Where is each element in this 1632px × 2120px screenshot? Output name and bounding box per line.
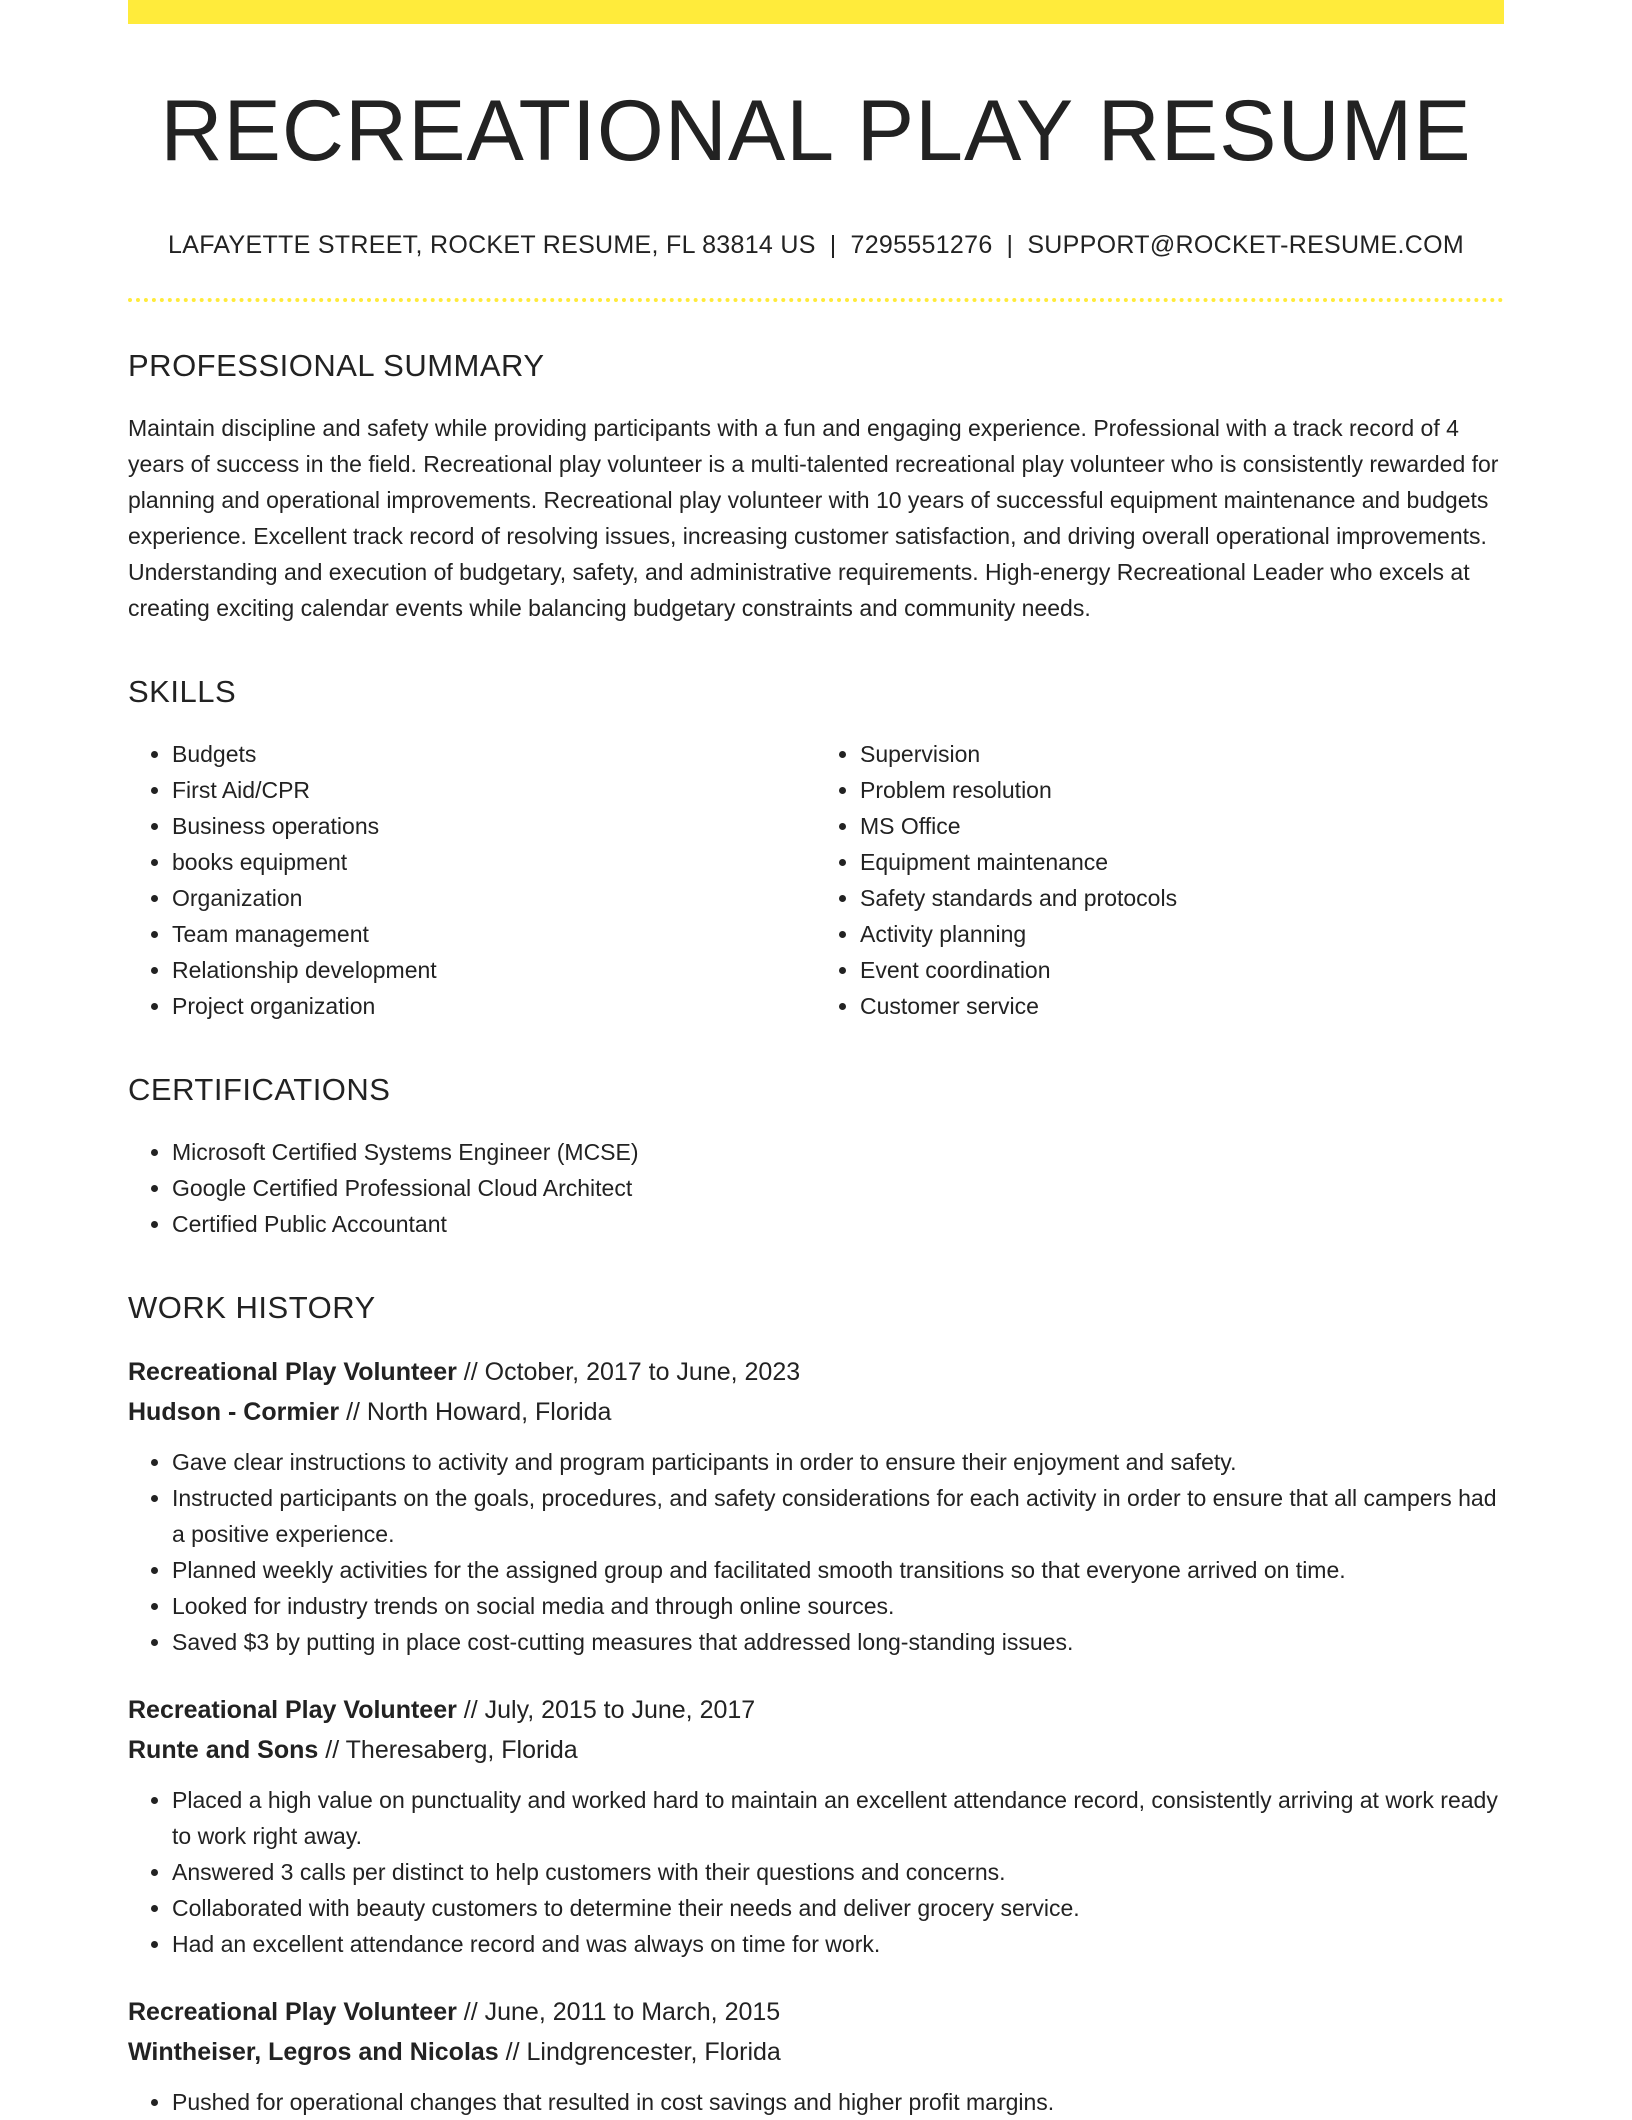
job-location: Theresaberg, Florida	[345, 1736, 578, 1765]
skill-item: • Customer service	[860, 988, 1504, 1024]
date-separator: //	[339, 1398, 367, 1427]
skill-item: • Organization	[172, 880, 816, 916]
job-company-line	[128, 1730, 1504, 1770]
job-bullet: • Instructed participants on the goals, procedures, and safety considerations for each activity in order to ensure that all campers had a positive experience.	[172, 1480, 1504, 1552]
skill-item: • Project organization	[172, 988, 816, 1024]
contact-separator: |	[1006, 231, 1014, 260]
skills-left-list	[128, 736, 816, 1024]
skill-item: • Relationship development	[172, 952, 816, 988]
date-separator: //	[456, 1696, 485, 1725]
job-entry	[128, 1352, 1504, 1660]
resume-page	[128, 0, 1504, 2120]
date-separator: //	[318, 1736, 346, 1765]
job-company: Runte and Sons	[128, 1736, 319, 1765]
skills-section	[128, 674, 1504, 1024]
job-location: North Howard, Florida	[366, 1398, 612, 1427]
job-bullet: • Planned weekly activities for the assigned group and facilitated smooth transitions so that everyone arrived on time.	[172, 1552, 1504, 1588]
job-bullets	[128, 1444, 1504, 1660]
skill-item: • First Aid/CPR	[172, 772, 816, 808]
certifications-section	[128, 1072, 1504, 1242]
job-location: Lindgrencester, Florida	[526, 2038, 781, 2067]
resume-title: RECREATIONAL PLAY RESUME	[160, 83, 1472, 179]
summary-section	[128, 348, 1504, 626]
job-bullets	[128, 1782, 1504, 1962]
job-dates: October, 2017 to June, 2023	[484, 1358, 801, 1387]
job-bullet: • Collaborated with beauty customers to determine their needs and deliver grocery service.	[172, 1890, 1504, 1926]
skill-item: • Problem resolution	[860, 772, 1504, 808]
job-dates: June, 2011 to March, 2015	[484, 1998, 781, 2027]
summary-text: Maintain discipline and safety while providing participants with a fun and engaging experience. Professional with a track record of 4 years of success in the field. Recreational play volunteer is a multi-talented recreational play volunteer who is consistently rewarded for planning and operational improvements. Recreational play volunteer with 10 years of successful equipment maintenance and budgets experience. Excellent track record of resolving issues, increasing customer satisfaction, and driving overall operational improvements. Understanding and execution of budgetary, safety, and administrative requirements. High-energy Recreational Leader who excels at creating exciting calendar events while balancing budgetary constraints and community needs.	[128, 415, 1499, 622]
address: LAFAYETTE STREET, ROCKET RESUME, FL 83814 US	[168, 231, 816, 260]
certification-item: • Certified Public Accountant	[172, 1206, 1504, 1242]
date-separator: //	[498, 2038, 527, 2067]
skill-item: • Team management	[172, 916, 816, 952]
dotted-divider	[128, 298, 1504, 302]
skill-item: • Activity planning	[860, 916, 1504, 952]
email: SUPPORT@ROCKET-RESUME.COM	[1027, 231, 1464, 260]
job-bullet: • Looked for industry trends on social media and through online sources.	[172, 1588, 1504, 1624]
certifications-list	[128, 1134, 1504, 1242]
date-separator: //	[456, 1358, 485, 1387]
skill-item: • Supervision	[860, 736, 1504, 772]
job-bullet: • Pushed for operational changes that resulted in cost savings and higher profit margins.	[172, 2084, 1504, 2120]
job-company-line	[128, 2032, 1504, 2072]
job-company-line	[128, 1392, 1504, 1432]
top-accent-bar	[128, 0, 1504, 24]
job-bullets	[128, 2084, 1504, 2120]
job-bullet: • Gave clear instructions to activity and program participants in order to ensure their enjoyment and safety.	[172, 1444, 1504, 1480]
job-title-line	[128, 1352, 1504, 1392]
skill-item: • Equipment maintenance	[860, 844, 1504, 880]
job-title: Recreational Play Volunteer	[128, 1998, 457, 2027]
skill-item: • MS Office	[860, 808, 1504, 844]
skill-item: • books equipment	[172, 844, 816, 880]
skills-heading: SKILLS	[128, 674, 237, 710]
summary-heading: PROFESSIONAL SUMMARY	[128, 348, 545, 384]
contact-line	[128, 231, 1504, 260]
certifications-heading: CERTIFICATIONS	[128, 1072, 391, 1108]
work-history-heading: WORK HISTORY	[128, 1290, 376, 1326]
contact-separator: |	[829, 231, 837, 260]
certification-item: • Google Certified Professional Cloud Architect	[172, 1170, 1504, 1206]
job-entry	[128, 1690, 1504, 1962]
skills-columns	[128, 736, 1504, 1024]
job-title: Recreational Play Volunteer	[128, 1358, 457, 1387]
job-bullet: • Saved $3 by putting in place cost-cutting measures that addressed long-standing issues.	[172, 1624, 1504, 1660]
date-separator: //	[456, 1998, 485, 2027]
job-bullet: • Placed a high value on punctuality and worked hard to maintain an excellent attendance record, consistently arriving at work ready to work right away.	[172, 1782, 1504, 1854]
job-title: Recreational Play Volunteer	[128, 1696, 457, 1725]
job-title-line	[128, 1690, 1504, 1730]
skill-item: • Safety standards and protocols	[860, 880, 1504, 916]
job-bullet: • Answered 3 calls per distinct to help customers with their questions and concerns.	[172, 1854, 1504, 1890]
certification-item: • Microsoft Certified Systems Engineer (MCSE)	[172, 1134, 1504, 1170]
job-entry	[128, 1992, 1504, 2120]
job-company: Wintheiser, Legros and Nicolas	[128, 2038, 499, 2067]
job-bullet: • Had an excellent attendance record and was always on time for work.	[172, 1926, 1504, 1962]
skill-item: • Event coordination	[860, 952, 1504, 988]
skill-item: • Budgets	[172, 736, 816, 772]
skills-right-list	[816, 736, 1504, 1024]
skill-item: • Business operations	[172, 808, 816, 844]
phone: 7295551276	[850, 231, 993, 260]
job-company: Hudson - Cormier	[128, 1398, 340, 1427]
job-dates: July, 2015 to June, 2017	[484, 1696, 756, 1725]
job-title-line	[128, 1992, 1504, 2032]
work-history-section	[128, 1290, 1504, 2120]
